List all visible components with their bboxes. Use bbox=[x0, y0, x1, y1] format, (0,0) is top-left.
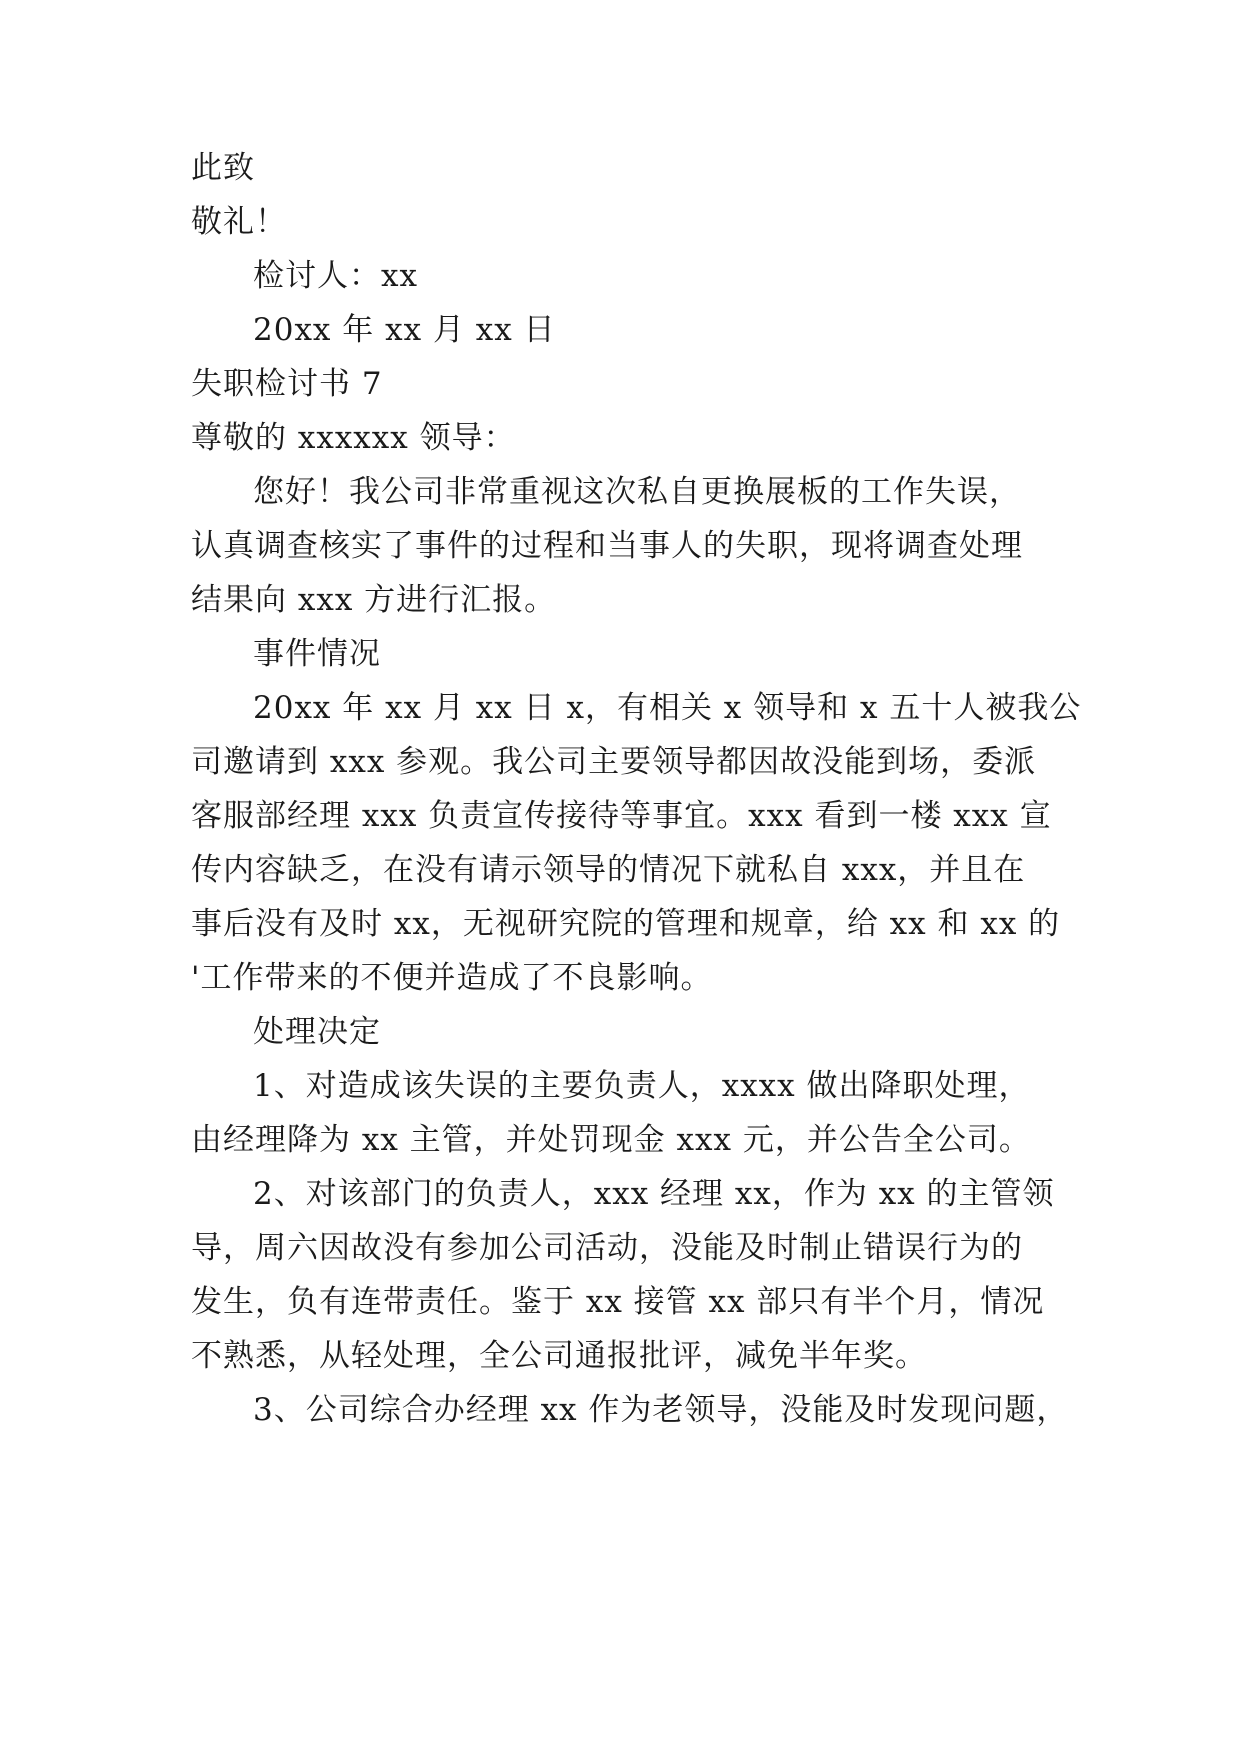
event-line: 传内容缺乏，在没有请示领导的情况下就私自 xxx，并且在 bbox=[191, 852, 1026, 888]
intro-line: 您好！我公司非常重视这次私自更换展板的工作失误， bbox=[253, 474, 1021, 510]
decision-2-line: 2、对该部门的负责人，xxx 经理 xx，作为 xx 的主管领 bbox=[253, 1176, 1055, 1212]
closing-ci-zhi: 此致 bbox=[191, 150, 255, 186]
section-title: 失职检讨书 7 bbox=[191, 366, 383, 402]
event-line: 客服部经理 xxx 负责宣传接待等事宜。xxx 看到一楼 xxx 宣 bbox=[191, 798, 1052, 834]
decision-heading: 处理决定 bbox=[253, 1014, 381, 1050]
event-line: 事后没有及时 xx，无视研究院的管理和规章，给 xx 和 xx 的 bbox=[191, 906, 1061, 942]
decision-3-line: 3、公司综合办经理 xx 作为老领导，没能及时发现问题， bbox=[253, 1392, 1069, 1428]
decision-2-line: 发生，负有连带责任。鉴于 xx 接管 xx 部只有半个月，情况 bbox=[191, 1284, 1045, 1320]
event-heading: 事件情况 bbox=[253, 636, 381, 672]
intro-line: 认真调查核实了事件的过程和当事人的失职，现将调查处理 bbox=[191, 528, 1023, 564]
closing-jing-li: 敬礼！ bbox=[191, 204, 287, 240]
decision-2-line: 不熟悉，从轻处理，全公司通报批评，减免半年奖。 bbox=[191, 1338, 927, 1374]
event-line: 司邀请到 xxx 参观。我公司主要领导都因故没能到场，委派 bbox=[191, 744, 1037, 780]
event-line: '工作带来的不便并造成了不良影响。 bbox=[191, 960, 713, 996]
decision-1-line: 1、对造成该失误的主要负责人，xxxx 做出降职处理， bbox=[253, 1068, 1031, 1104]
intro-line: 结果向 xxx 方进行汇报。 bbox=[191, 582, 557, 618]
reviewer-signature: 检讨人：xx bbox=[253, 258, 418, 294]
event-line: 20xx 年 xx 月 xx 日 x，有相关 x 领导和 x 五十人被我公 bbox=[253, 690, 1082, 726]
salutation: 尊敬的 xxxxxx 领导： bbox=[191, 420, 516, 456]
decision-1-line: 由经理降为 xx 主管，并处罚现金 xxx 元，并公告全公司。 bbox=[191, 1122, 1031, 1158]
closing-date: 20xx 年 xx 月 xx 日 bbox=[253, 312, 556, 348]
decision-2-line: 导，周六因故没有参加公司活动，没能及时制止错误行为的 bbox=[191, 1230, 1023, 1266]
